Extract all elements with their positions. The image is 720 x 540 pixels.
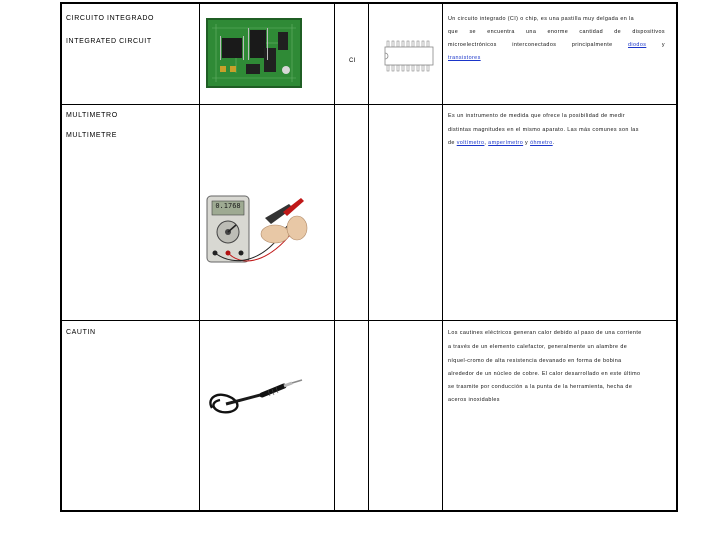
- link-voltimetro[interactable]: voltímetro: [456, 140, 485, 146]
- ic-desc-word: principalmente: [571, 42, 613, 48]
- ic-desc-word: encuentra: [487, 29, 515, 35]
- soldering-iron-photo: [204, 368, 304, 418]
- label-multimetro: MULTIMETRO: [66, 112, 118, 119]
- multimeter-desc-line3: de voltímetro, amperímetro y óhmetro.: [448, 140, 555, 146]
- multimeter-desc-line1: Es un instrumento de medida que ofrece la posibilidad de medir: [448, 113, 626, 119]
- ic-desc-line2: [448, 29, 665, 35]
- column-divider: [334, 2, 335, 512]
- cautin-desc-line6: aceros inoxidables: [448, 397, 500, 403]
- ic-desc-word: se: [469, 29, 476, 35]
- column-divider: [442, 2, 443, 512]
- multimeter-lcd-reading: 0.1768: [215, 202, 241, 210]
- ic-desc-line4: [448, 55, 481, 61]
- cautin-desc-line4: alrededor de un núcleo de cobre. El calor desarrollado en este último: [448, 371, 641, 377]
- multimeter-photo: [205, 190, 309, 270]
- link-diodos[interactable]: diodos: [628, 42, 647, 48]
- cautin-desc-line1: Los cautines eléctricos generan calor debido al paso de una corriente: [448, 330, 642, 336]
- label-integrated-circuit: INTEGRATED CIRCUIT: [66, 38, 152, 45]
- ic-desc-word: una: [526, 29, 537, 35]
- table-frame: [60, 2, 678, 512]
- label-multimetre: MULTIMETRE: [66, 132, 117, 139]
- cautin-desc-line5: se trasmite por conducción a la punta de la herramienta, hecha de: [448, 384, 633, 390]
- multimeter-desc-word: de: [448, 140, 455, 146]
- row-divider: [60, 320, 678, 321]
- ic-symbol-label: CI: [349, 58, 357, 64]
- cautin-desc-line3: níquel-cromo de alta resistencia devanado en forma de bobina: [448, 358, 622, 364]
- ic-desc-word: que: [448, 29, 459, 35]
- ic-chip-diagram: [384, 40, 434, 72]
- ic-desc-word: de: [614, 29, 622, 35]
- multimeter-desc-word: y: [525, 140, 529, 146]
- row-divider: [60, 104, 678, 105]
- ic-desc-word: y: [661, 42, 665, 48]
- multimeter-desc-line2: distintas magnitudes en el mismo aparato. Las más comunes son las: [448, 127, 639, 133]
- link-transistores[interactable]: transistores: [448, 55, 481, 61]
- link-amperimetro[interactable]: amperímetro: [488, 140, 524, 146]
- column-divider: [199, 2, 200, 512]
- ic-desc-word: cantidad: [579, 29, 604, 35]
- link-ohmetro[interactable]: óhmetro: [530, 140, 553, 146]
- ic-desc-line3: [448, 42, 665, 48]
- ic-desc-word: interconectados: [512, 42, 557, 48]
- cautin-desc-line2: a través de un elemento calefactor, generalmente un alambre de: [448, 344, 628, 350]
- label-cautin: CAUTIN: [66, 329, 96, 336]
- ic-desc-word: dispositivos: [632, 29, 665, 35]
- label-circuito-integrado: CIRCUITO INTEGRADO: [66, 15, 155, 22]
- ic-desc-line1: Un circuito integrado (CI) o chip, es una pastilla muy delgada en la: [448, 16, 635, 22]
- ic-desc-word: enorme: [547, 29, 569, 35]
- ic-board-photo: [206, 18, 302, 88]
- ic-desc-word: microelectrónicos: [448, 42, 497, 48]
- column-divider: [368, 2, 369, 512]
